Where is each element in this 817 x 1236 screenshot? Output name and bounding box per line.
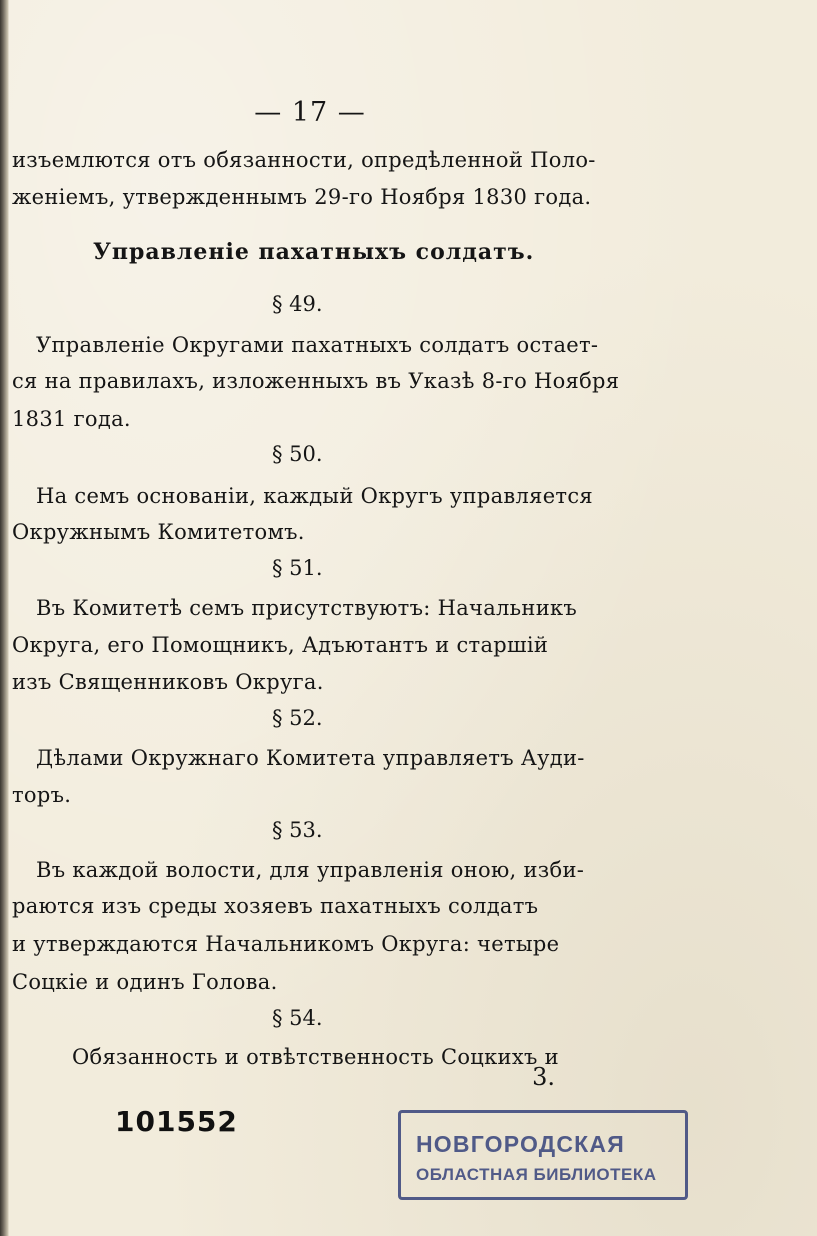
text-line: На семъ основаніи, каждый Округъ управляется bbox=[36, 484, 593, 508]
text-line: 1831 года. bbox=[12, 407, 131, 431]
text-line: Обязанность и отвѣтственность Соцкихъ и bbox=[72, 1045, 559, 1069]
stamp-line1: НОВГОРОДСКАЯ bbox=[416, 1131, 625, 1157]
section-number: § 52. bbox=[272, 706, 323, 730]
text-line: торъ. bbox=[12, 783, 72, 807]
section-number: § 51. bbox=[272, 556, 323, 580]
section-number: § 54. bbox=[272, 1006, 323, 1030]
binding-edge bbox=[0, 0, 9, 1236]
text-line: женіемъ, утвержденнымъ 29-го Ноября 1830 года. bbox=[12, 185, 592, 209]
text-line: и утверждаются Начальникомъ Округа: четыре bbox=[12, 932, 560, 956]
section-number: § 49. bbox=[272, 292, 323, 316]
text-line: Округа, его Помощникъ, Адъютантъ и старшій bbox=[12, 633, 549, 657]
text-line: ся на правилахъ, изложенныхъ въ Указѣ 8-го Ноября bbox=[12, 369, 620, 393]
text-line: Соцкіе и одинъ Голова. bbox=[12, 970, 278, 994]
text-line: Въ Комитетѣ семъ присутствуютъ: Начальникъ bbox=[36, 596, 578, 620]
section-number: § 53. bbox=[272, 818, 323, 842]
page-number: — 17 — bbox=[254, 97, 366, 128]
text-line: Въ каждой волости, для управленія оною, изби- bbox=[36, 858, 585, 882]
text-line: Управленіе Округами пахатныхъ солдатъ остает- bbox=[36, 333, 599, 357]
text-line: Окружнымъ Комитетомъ. bbox=[12, 520, 305, 544]
stamp-line2: ОБЛАСТНАЯ БИБЛИОТЕКА bbox=[416, 1165, 657, 1184]
inventory-number: 101552 bbox=[115, 1105, 238, 1138]
text-line: Дѣлами Окружнаго Комитета управляетъ Ауди- bbox=[36, 746, 585, 770]
library-stamp bbox=[398, 1110, 688, 1200]
signature-mark: 3. bbox=[532, 1063, 555, 1091]
text-line: изъ Священниковъ Округа. bbox=[12, 670, 324, 694]
text-line: изъемлются отъ обязанности, опредѣленной Поло- bbox=[12, 148, 596, 172]
section-number: § 50. bbox=[272, 442, 323, 466]
section-heading: Управленіе пахатныхъ солдатъ. bbox=[93, 239, 535, 265]
text-line: раются изъ среды хозяевъ пахатныхъ солдатъ bbox=[12, 894, 539, 918]
